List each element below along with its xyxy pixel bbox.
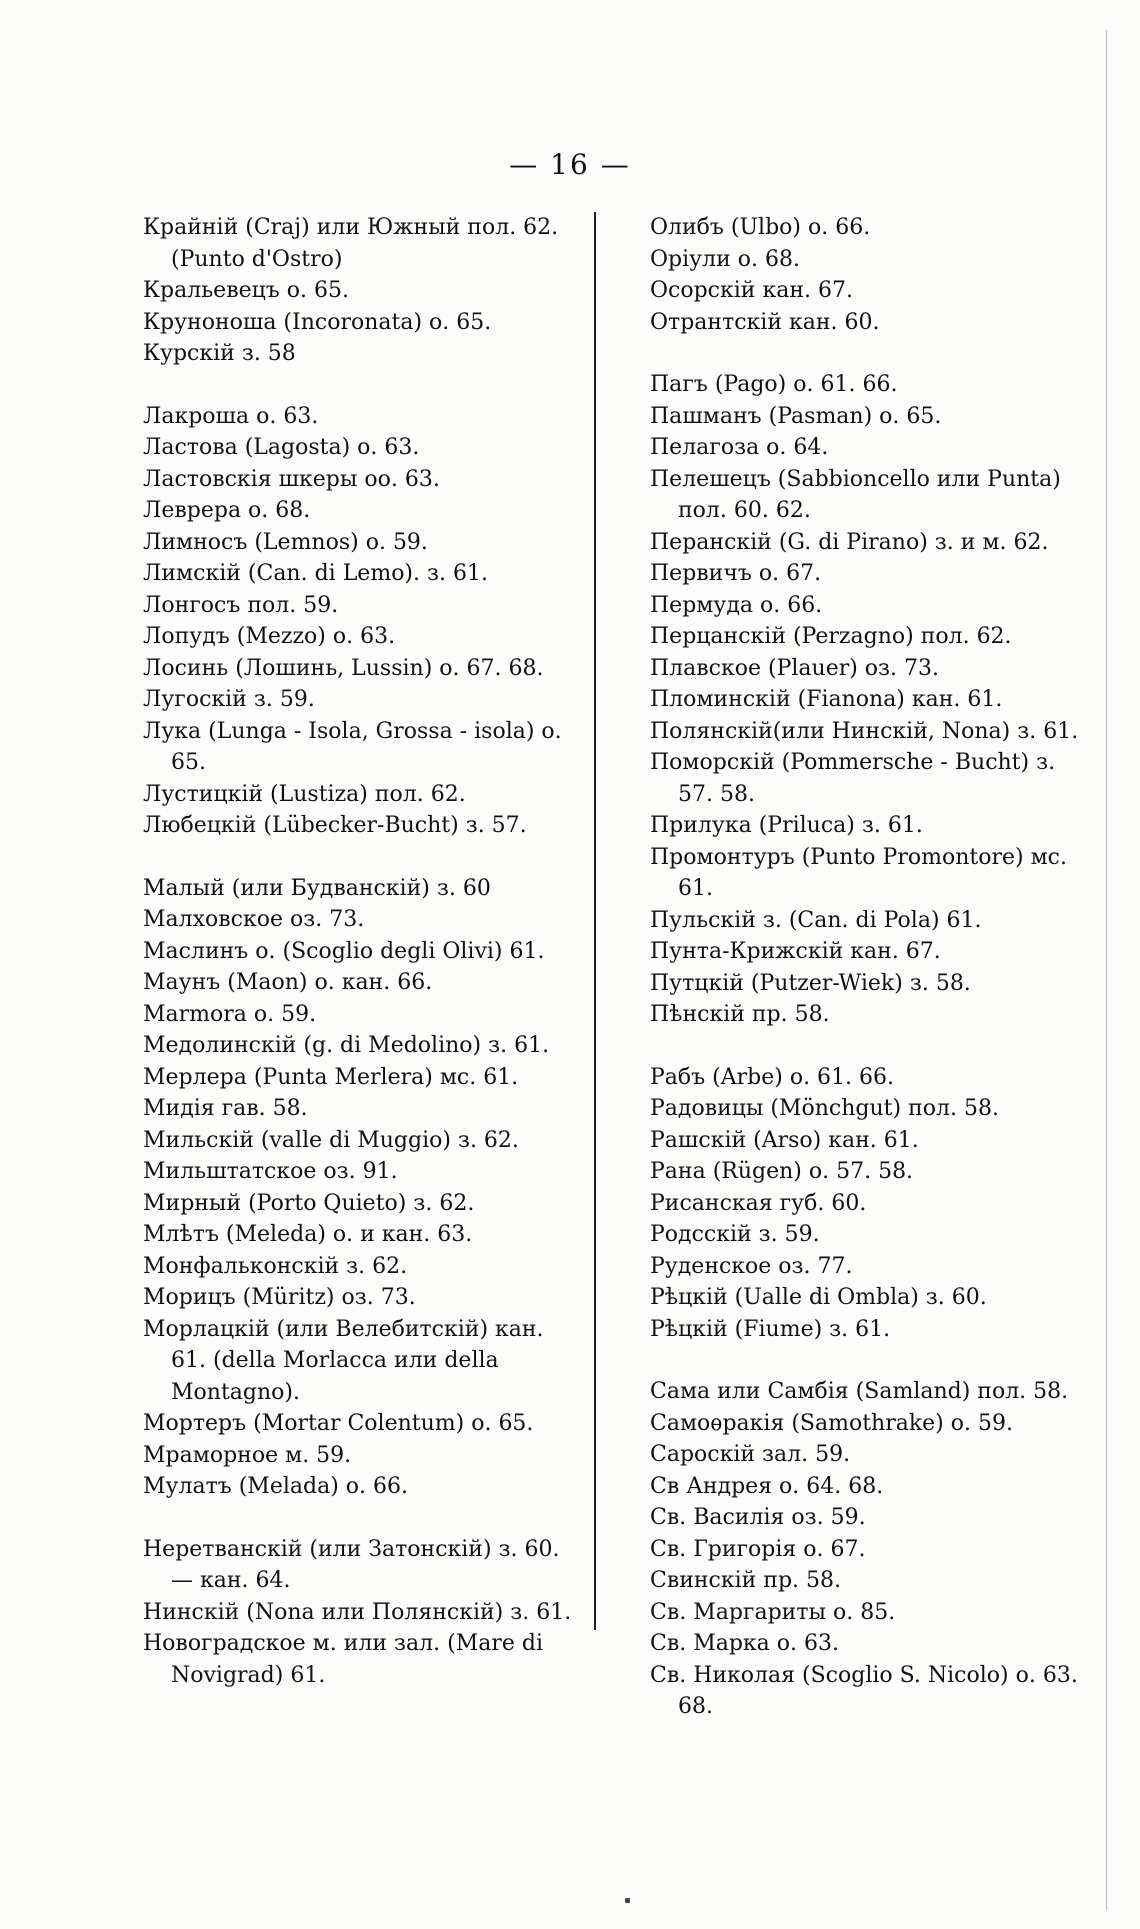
index-entry: Св. Василія оз. 59. <box>650 1505 866 1530</box>
index-entry: Малховское оз. 73. <box>143 907 365 932</box>
index-entry: Перцанскій (Perzagno) пол. 62. <box>650 624 1012 649</box>
index-entry: Мирный (Porto Quieto) з. 62. <box>143 1190 475 1216</box>
index-entry: Кральевецъ о. 65. <box>143 278 349 303</box>
index-entry: Промонтуръ (Punto Promontore) мс. 61. <box>650 844 1067 901</box>
index-entry: Пульскій з. (Can. di Pola) 61. <box>650 907 982 933</box>
index-entry: Плавское (Plauer) оз. 73. <box>650 655 940 681</box>
index-entry: Пунта-Крижскій кан. 67. <box>650 939 941 964</box>
index-entry: Сама или Самбія (Samland) пол. 58. <box>650 1379 1069 1404</box>
index-entry: Полянскій(или Нинскій, Nona) з. 61. <box>650 718 1079 744</box>
index-entry: Путцкій (Putzer-Wiek) з. 58. <box>650 970 971 996</box>
index-entry: Нинскій (Nona или Полянскій) з. 61. <box>143 1599 572 1625</box>
index-entry: Неретванскій (или Затонскій) з. 60. — кан. 64. <box>143 1536 560 1593</box>
index-entry: Рѣцкій (Ualle di Ombla) з. 60. <box>650 1285 987 1310</box>
index-entry: Морицъ (Müritz) оз. 73. <box>143 1285 416 1310</box>
index-entry: Лонгосъ пол. 59. <box>143 592 339 618</box>
index-entry: Руденское оз. 77. <box>650 1253 853 1279</box>
index-entry: Оріули о. 68. <box>650 246 800 272</box>
index-entry: Первичъ о. 67. <box>650 561 822 586</box>
index-group <box>650 212 1080 338</box>
index-entry: Св. Маргариты о. 85. <box>650 1599 896 1625</box>
index-entry: Маунъ (Maon) о. кан. 66. <box>143 970 433 995</box>
index-entry: Лакроша о. 63. <box>143 403 319 429</box>
index-entry: Ластовскія шкеры оо. 63. <box>143 466 440 492</box>
index-entry: Морлацкій (или Велебитскій) кан. 61. (della Morlacca или della Montagno). <box>143 1316 544 1405</box>
index-entry: Мулатъ (Melada) о. 66. <box>143 1474 408 1499</box>
index-entry: Лимскій (Can. di Lemo). з. 61. <box>143 561 488 586</box>
index-entry: Рашскій (Arso) кан. 61. <box>650 1127 919 1153</box>
index-entry: Любецкій (Lübecker-Bucht) з. 57. <box>143 813 527 838</box>
index-entry: Лимносъ (Lemnos) о. 59. <box>143 529 428 555</box>
index-entry: Поморскій (Pommersche - Bucht) з. 57. 58. <box>650 750 1056 807</box>
index-entry: Рисанская губ. 60. <box>650 1190 867 1216</box>
index-entry: Монфальконскій з. 62. <box>143 1253 408 1279</box>
index-entry: Пелешецъ (Sabbioncello или Punta) пол. 60. 62. <box>650 466 1061 523</box>
index-entry: Олибъ (Ulbo) о. 66. <box>650 215 871 240</box>
index-group <box>143 873 583 1503</box>
index-entry: Рѣцкій (Fiume) з. 61. <box>650 1316 891 1342</box>
index-entry: Пелагоза о. 64. <box>650 435 829 460</box>
index-entry: Пѣнскій пр. 58. <box>650 1002 830 1027</box>
index-entry: Пломинскій (Fianona) кан. 61. <box>650 687 1003 712</box>
index-entry: Крайній (Craj) или Южный пол. 62. (Punto d'Ostro) <box>143 215 559 272</box>
index-entry: Малый (или Будванскій) з. 60 <box>143 875 491 901</box>
index-entry: Сароскій зал. 59. <box>650 1442 851 1467</box>
index-entry: Новоградское м. или зал. (Mare di Novigrad) 61. <box>143 1631 544 1688</box>
index-entry: Мортеръ (Mortar Colentum) о. 65. <box>143 1411 534 1436</box>
index-entry: Мидія гав. 58. <box>143 1096 308 1121</box>
index-entry: Мерлера (Punta Merlera) мс. 61. <box>143 1064 519 1090</box>
index-entry: Лука (Lunga - Isola, Grossa - isola) о. 65. <box>143 718 562 775</box>
index-entry: Рана (Rügen) о. 57. 58. <box>650 1159 914 1184</box>
index-entry: Свинскій пр. 58. <box>650 1568 842 1593</box>
index-group <box>650 1376 1080 1723</box>
index-entry: Круноноша (Incoronata) о. 65. <box>143 309 492 335</box>
index-entry: Отрантскій кан. 60. <box>650 309 880 335</box>
index-entry: Пермуда о. 66. <box>650 592 823 618</box>
index-entry: Лугоскій з. 59. <box>143 687 315 712</box>
index-entry: Радовицы (Mönchgut) пол. 58. <box>650 1096 999 1121</box>
index-entry: Мильштатское оз. 91. <box>143 1159 398 1184</box>
index-entry: Медолинскій (g. di Medolino) з. 61. <box>143 1033 550 1058</box>
index-entry: Рабъ (Arbe) о. 61. 66. <box>650 1064 895 1090</box>
index-entry: Ластова (Lagosta) о. 63. <box>143 435 420 460</box>
index-entry: Самоѳракія (Samothrake) о. 59. <box>650 1410 1013 1436</box>
page-number: — 16 — <box>509 148 631 181</box>
page-edge-line <box>1106 30 1107 1910</box>
index-entry: Мильскій (valle di Muggio) з. 62. <box>143 1127 519 1153</box>
index-entry: Св. Николая (Scoglio S. Nicolo) о. 63. 68. <box>650 1662 1078 1719</box>
index-entry: Св. Марка о. 63. <box>650 1631 840 1656</box>
index-group <box>143 212 583 370</box>
index-entry: Лустицкій (Lustiza) пол. 62. <box>143 781 466 807</box>
left-column <box>143 212 583 1691</box>
index-entry: Мраморное м. 59. <box>143 1442 352 1468</box>
index-entry: Лосинь (Лошинь, Lussin) о. 67. 68. <box>143 655 544 681</box>
index-group <box>143 401 583 842</box>
index-entry: Пагъ (Pago) о. 61. 66. <box>650 372 898 397</box>
index-entry: Осорскій кан. 67. <box>650 278 853 303</box>
index-entry: Маслинъ о. (Scoglio degli Olivi) 61. <box>143 938 545 964</box>
index-entry: Леврера о. 68. <box>143 498 311 523</box>
column-divider <box>594 212 596 1630</box>
index-entry: Курскій з. 58 <box>143 341 296 366</box>
index-entry: Млѣтъ (Meleda) о. и кан. 63. <box>143 1222 473 1247</box>
index-entry: Лопудъ (Mezzo) о. 63. <box>143 624 396 649</box>
index-entry: Прилука (Priluca) з. 61. <box>650 813 923 838</box>
index-entry: Св. Григорія о. 67. <box>650 1536 866 1562</box>
index-group <box>143 1534 583 1692</box>
print-speck <box>625 1898 630 1903</box>
index-entry: Пашманъ (Pasman) о. 65. <box>650 403 942 429</box>
index-entry: Marmora о. 59. <box>143 1001 317 1027</box>
index-entry: Перанскій (G. di Pirano) з. и м. 62. <box>650 529 1049 555</box>
right-column <box>650 212 1080 1723</box>
index-entry: Св Андрея о. 64. 68. <box>650 1473 884 1499</box>
index-group <box>650 1062 1080 1346</box>
index-entry: Родсскій з. 59. <box>650 1222 820 1247</box>
index-group <box>650 369 1080 1031</box>
